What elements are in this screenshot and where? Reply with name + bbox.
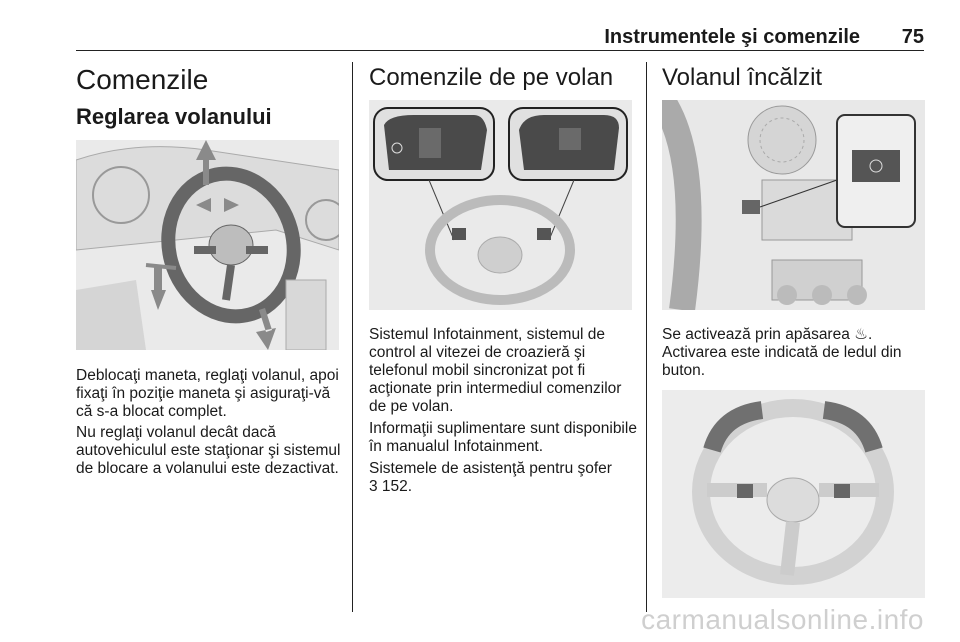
steering-wheel-controls-illustration xyxy=(369,100,632,310)
section-title: Volanul încălzit xyxy=(662,64,823,91)
paragraph: Informaţii suplimentare sunt disponibile în manualul Infotainment. xyxy=(369,420,637,455)
header-title: Instrumentele şi comenzile xyxy=(604,26,860,48)
paragraph: Se activează prin apăsarea ♨. xyxy=(662,326,873,343)
paragraph: Nu reglaţi volanul decât dacă autovehiculul este staţionar şi sistemul de blocare a volanului este dezactivat. xyxy=(76,424,341,477)
subsection-title: Reglarea volanului xyxy=(76,104,272,129)
page-header xyxy=(76,26,924,52)
paragraph: Deblocaţi maneta, reglaţi volanul, apoi fixaţi în poziţie maneta şi asiguraţi-vă că s-a blocat complet. xyxy=(76,367,339,420)
column-divider xyxy=(352,62,353,612)
watermark: carmanualsonline.info xyxy=(641,604,924,635)
steering-adjust-illustration xyxy=(76,140,339,350)
paragraph: Sistemele de asistenţă pentru şofer xyxy=(369,460,612,477)
paragraph: 3 152. xyxy=(369,478,413,495)
paragraph: Activarea este indicată de ledul din buton. xyxy=(662,344,902,379)
heated-wheel-zones-illustration xyxy=(662,390,925,598)
column-divider xyxy=(646,62,647,612)
heated-wheel-illustration xyxy=(662,100,925,310)
header-rule xyxy=(76,50,924,51)
section-title: Comenzile de pe volan xyxy=(369,64,614,91)
section-title: Comenzile xyxy=(76,64,209,95)
page-number: 75 xyxy=(901,26,924,48)
paragraph: Sistemul Infotainment, sistemul de control al vitezei de croazieră şi telefonul mobil sincronizat pot fi acţionate prin intermediul comenzilor de pe volan. xyxy=(369,326,622,415)
